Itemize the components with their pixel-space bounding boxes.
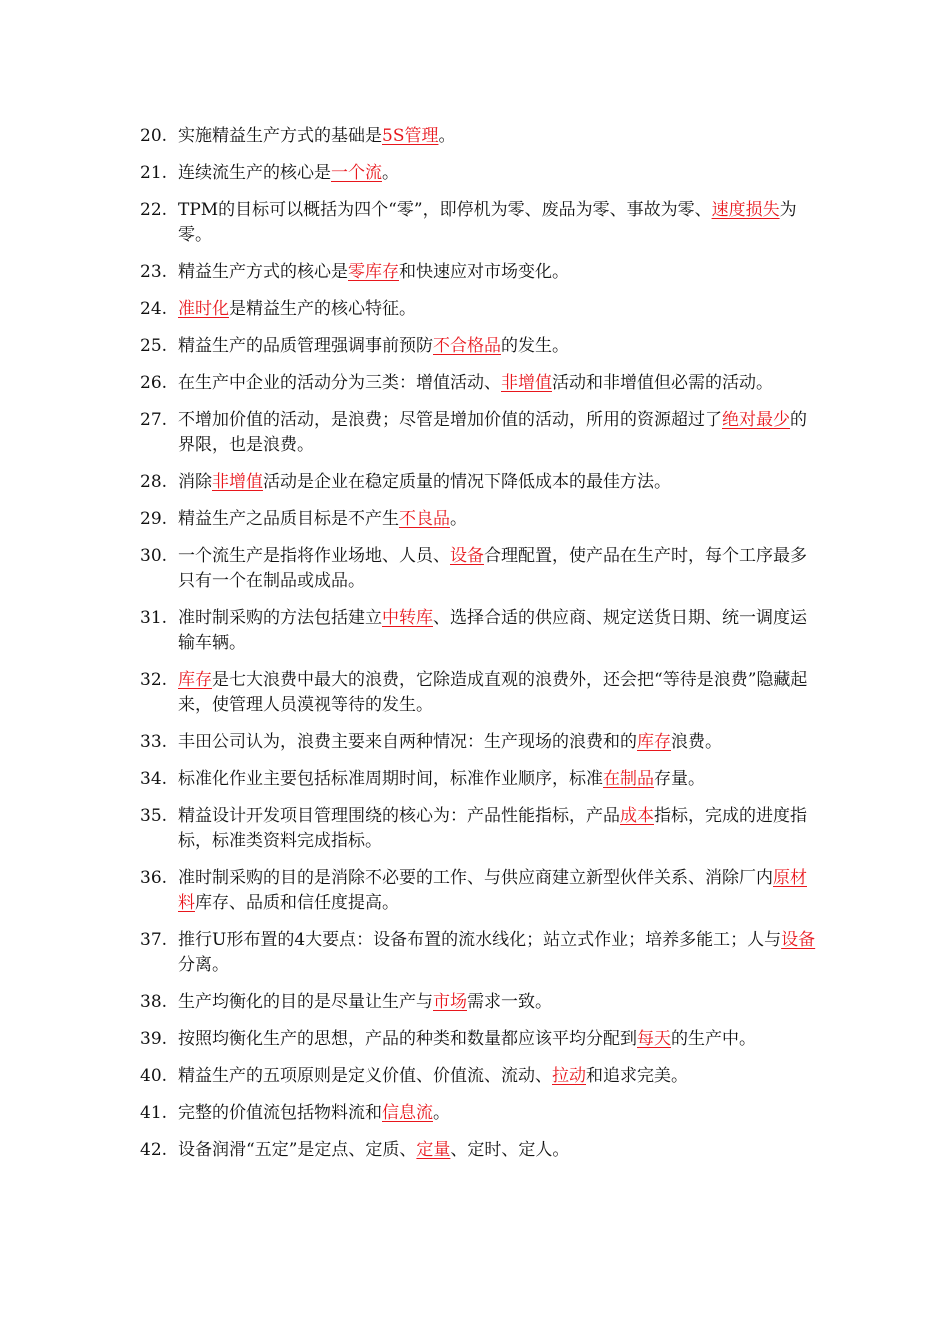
- question-number: 42.: [140, 1140, 168, 1160]
- question-number: 38.: [140, 992, 168, 1012]
- question-item: [140, 260, 820, 285]
- question-text-segment: 。: [382, 163, 399, 183]
- question-text-segment: 活动是企业在稳定质量的情况下降低成本的最佳方法。: [263, 472, 671, 492]
- answer-blank: 原材料: [178, 868, 807, 913]
- question-text-segment: 。: [438, 126, 456, 146]
- question-text: [178, 1101, 820, 1126]
- question-item: [140, 334, 820, 359]
- question-text: [178, 668, 820, 718]
- question-text-segment: TPM的目标可以概括为四个“零”，即停机为零、废品为零、事故为零、: [178, 200, 712, 220]
- answer-blank: 绝对最少: [722, 410, 790, 430]
- question-number: 41.: [140, 1103, 168, 1123]
- answer-blank: 库存: [637, 732, 671, 752]
- question-text: [178, 198, 820, 248]
- answer-blank: 在制品: [603, 769, 654, 789]
- question-item: [140, 767, 820, 792]
- question-text-segment: 。: [450, 509, 467, 529]
- question-item: [140, 408, 820, 458]
- question-item: [140, 161, 820, 186]
- question-number: 29.: [140, 509, 168, 529]
- question-text-segment: 不增加价值的活动，是浪费；尽管是增加价值的活动，所用的资源超过了: [178, 410, 722, 430]
- question-text-segment: 消除: [178, 472, 212, 492]
- answer-blank: 准时化: [178, 299, 229, 319]
- question-item: [140, 1064, 820, 1089]
- question-text-segment: 精益生产的品质管理强调事前预防: [178, 336, 433, 356]
- question-text-segment: 精益生产方式的核心是: [178, 262, 348, 282]
- question-item: [140, 990, 820, 1015]
- question-text-segment: 、选择合适的供应商、规定送货日期、统一调度运输车辆。: [178, 608, 807, 653]
- question-text-segment: 完整的价值流包括物料流和: [178, 1103, 382, 1123]
- answer-blank: 非增值: [501, 373, 552, 393]
- question-text-segment: 精益生产的五项原则是定义价值、价值流、流动、: [178, 1066, 552, 1086]
- question-text-segment: 实施精益生产方式的基础是: [178, 126, 382, 146]
- question-list: [140, 124, 820, 1175]
- answer-blank: 定量: [416, 1140, 451, 1160]
- question-number: 35.: [140, 806, 168, 826]
- question-text-segment: 存量。: [654, 769, 705, 789]
- question-text: [178, 866, 820, 916]
- answer-blank: 拉动: [552, 1066, 586, 1086]
- question-text: [178, 990, 820, 1015]
- answer-blank: 设备: [450, 546, 484, 566]
- answer-blank: 成本: [620, 806, 654, 826]
- question-text: [178, 408, 820, 458]
- question-text-segment: 合理配置，使产品在生产时，每个工序最多只有一个在制品或成品。: [178, 546, 807, 591]
- question-number: 22.: [140, 200, 168, 220]
- answer-blank: 一个流: [331, 163, 382, 183]
- question-item: [140, 668, 820, 718]
- question-text-segment: 、定时、定人。: [450, 1140, 570, 1160]
- question-text: [178, 1064, 820, 1089]
- question-item: [140, 297, 820, 322]
- question-text-segment: 精益设计开发项目管理围绕的核心为：产品性能指标，产品: [178, 806, 620, 826]
- question-text-segment: 丰田公司认为，浪费主要来自两种情况：生产现场的浪费和的: [178, 732, 637, 752]
- question-text-segment: 指标，完成的进度指标，标准类资料完成指标。: [178, 806, 807, 851]
- answer-blank: 速度损失: [711, 200, 780, 220]
- question-item: [140, 507, 820, 532]
- question-text-segment: 准时制采购的方法包括建立: [178, 608, 382, 628]
- question-number: 21.: [140, 163, 168, 183]
- question-text: [178, 470, 820, 495]
- question-text: [178, 606, 820, 656]
- question-text-segment: 分离。: [178, 955, 229, 975]
- question-number: 28.: [140, 472, 168, 492]
- question-text-segment: 标准化作业主要包括标准周期时间，标准作业顺序，标准: [178, 769, 603, 789]
- question-item: [140, 470, 820, 495]
- question-text: [178, 161, 820, 186]
- question-number: 23.: [140, 262, 168, 282]
- question-text: [178, 297, 820, 322]
- question-text-segment: 精益生产之品质目标是不产生: [178, 509, 399, 529]
- question-number: 32.: [140, 670, 168, 690]
- question-text-segment: 浪费。: [671, 732, 722, 752]
- question-text-segment: 的界限，也是浪费。: [178, 410, 807, 455]
- question-item: [140, 804, 820, 854]
- question-text: [178, 730, 820, 755]
- question-text-segment: 。: [433, 1103, 450, 1123]
- question-text-segment: 推行U形布置的4大要点：设备布置的流水线化；站立式作业；培养多能工；人与: [178, 930, 782, 950]
- answer-blank: 中转库: [382, 608, 433, 628]
- answer-blank: 不良品: [399, 509, 450, 529]
- question-item: [140, 371, 820, 396]
- answer-blank: 非增值: [212, 472, 263, 492]
- question-number: 31.: [140, 608, 168, 628]
- answer-blank: 零库存: [348, 262, 399, 282]
- question-text: [178, 804, 820, 854]
- question-number: 40.: [140, 1066, 168, 1086]
- question-text-segment: 库存、品质和信任度提高。: [195, 893, 399, 913]
- question-text-segment: 的生产中。: [671, 1029, 756, 1049]
- question-item: [140, 1027, 820, 1052]
- answer-blank: 库存: [178, 670, 212, 690]
- question-text-segment: 为零。: [178, 200, 797, 245]
- question-text-segment: 的发生。: [501, 336, 569, 356]
- question-text-segment: 按照均衡化生产的思想，产品的种类和数量都应该平均分配到: [178, 1029, 637, 1049]
- question-item: [140, 1138, 820, 1163]
- answer-blank: 不合格品: [433, 336, 501, 356]
- answer-blank: 市场: [433, 992, 467, 1012]
- question-text-segment: 连续流生产的核心是: [178, 163, 331, 183]
- question-number: 27.: [140, 410, 168, 430]
- question-text: [178, 260, 820, 285]
- question-number: 37.: [140, 930, 168, 950]
- question-number: 39.: [140, 1029, 168, 1049]
- question-text-segment: 一个流生产是指将作业场地、人员、: [178, 546, 450, 566]
- question-number: 26.: [140, 373, 168, 393]
- question-text-segment: 和追求完美。: [586, 1066, 688, 1086]
- question-text-segment: 和快速应对市场变化。: [399, 262, 569, 282]
- question-item: [140, 730, 820, 755]
- question-text-segment: 需求一致。: [467, 992, 552, 1012]
- question-text: [178, 928, 820, 978]
- question-number: 25.: [140, 336, 168, 356]
- question-text-segment: 生产均衡化的目的是尽量让生产与: [178, 992, 433, 1012]
- question-item: [140, 1101, 820, 1126]
- question-text-segment: 是精益生产的核心特征。: [229, 299, 416, 319]
- question-number: 30.: [140, 546, 168, 566]
- question-number: 33.: [140, 732, 168, 752]
- answer-blank: 设备: [781, 930, 816, 950]
- question-number: 24.: [140, 299, 168, 319]
- answer-blank: 5S管理: [382, 126, 439, 146]
- question-number: 20.: [140, 126, 168, 146]
- question-number: 36.: [140, 868, 168, 888]
- question-text: [178, 544, 820, 594]
- question-text: [178, 767, 820, 792]
- question-item: [140, 928, 820, 978]
- question-text: [178, 1027, 820, 1052]
- question-number: 34.: [140, 769, 168, 789]
- question-item: [140, 198, 820, 248]
- question-text: [178, 371, 820, 396]
- question-text-segment: 活动和非增值但必需的活动。: [552, 373, 773, 393]
- answer-blank: 每天: [637, 1029, 671, 1049]
- question-text-segment: 在生产中企业的活动分为三类：增值活动、: [178, 373, 501, 393]
- question-item: [140, 866, 820, 916]
- question-text: [178, 124, 820, 149]
- question-item: [140, 544, 820, 594]
- question-text: [178, 334, 820, 359]
- question-text-segment: 准时制采购的目的是消除不必要的工作、与供应商建立新型伙伴关系、消除厂内: [178, 868, 773, 888]
- answer-blank: 信息流: [382, 1103, 433, 1123]
- question-item: [140, 606, 820, 656]
- question-text: [178, 507, 820, 532]
- question-text-segment: 是七大浪费中最大的浪费，它除造成直观的浪费外，还会把“等待是浪费”隐藏起来，使管理人员漠视等待的发生。: [178, 670, 808, 715]
- question-text-segment: 设备润滑“五定”是定点、定质、: [178, 1140, 417, 1160]
- question-text: [178, 1138, 820, 1163]
- question-item: [140, 124, 820, 149]
